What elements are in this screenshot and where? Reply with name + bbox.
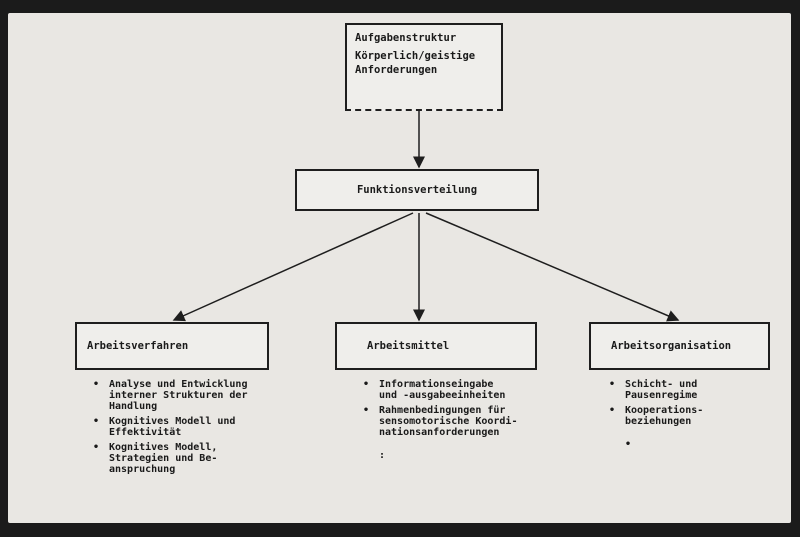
list-item: • Analyse und Entwicklung interner Strukturen der Handlung: [93, 379, 248, 412]
child-box-arbeitsverfahren: [75, 322, 269, 370]
list-arbeitsverfahren: [93, 379, 247, 479]
list-item: • Informationseingabe und -ausgabeeinheiten: [363, 379, 506, 401]
top-box: [345, 23, 503, 111]
child-box-arbeitsmittel: [335, 322, 537, 370]
child-box-label: Arbeitsorganisation: [611, 340, 732, 352]
bullet-icon: •: [609, 379, 616, 390]
list-item: • Kognitives Modell und Effektivität: [93, 416, 236, 438]
bullet-icon: •: [363, 379, 370, 390]
top-box-title: Aufgabenstruktur: [355, 32, 457, 44]
continuation-dots: :: [379, 450, 386, 461]
bullet-icon: •: [93, 379, 100, 390]
list-item: • Kooperations- beziehungen: [609, 405, 704, 427]
list-item: • Kognitives Modell, Strategien und Be- anspruchung: [93, 442, 218, 475]
arrow-middle-to-left: [174, 213, 413, 320]
list-arbeitsorganisation: [609, 379, 703, 454]
bullet-icon: •: [93, 416, 100, 427]
bullet-icon: •: [93, 442, 100, 453]
list-arbeitsmittel: [363, 379, 517, 465]
bullet-icon: •: [609, 405, 616, 416]
bullet-icon: •: [363, 405, 370, 416]
slide-canvas: [8, 13, 791, 523]
top-box-subtitle-line1: Körperlich/geistige: [355, 50, 476, 62]
child-box-label: Arbeitsverfahren: [87, 340, 189, 352]
child-box-label: Arbeitsmittel: [367, 340, 450, 352]
continuation-dots: •: [625, 439, 632, 450]
list-item: • Rahmenbedingungen für sensomotorische Koordi- nationsanforderungen: [363, 405, 518, 438]
middle-box-label: Funktionsverteilung: [356, 184, 478, 196]
middle-box: [295, 169, 539, 211]
arrow-middle-to-right: [426, 213, 678, 320]
child-box-arbeitsorganisation: [589, 322, 770, 370]
top-box-subtitle-line2: Anforderungen: [355, 64, 438, 76]
list-item: • Schicht- und Pausenregime: [609, 379, 698, 401]
